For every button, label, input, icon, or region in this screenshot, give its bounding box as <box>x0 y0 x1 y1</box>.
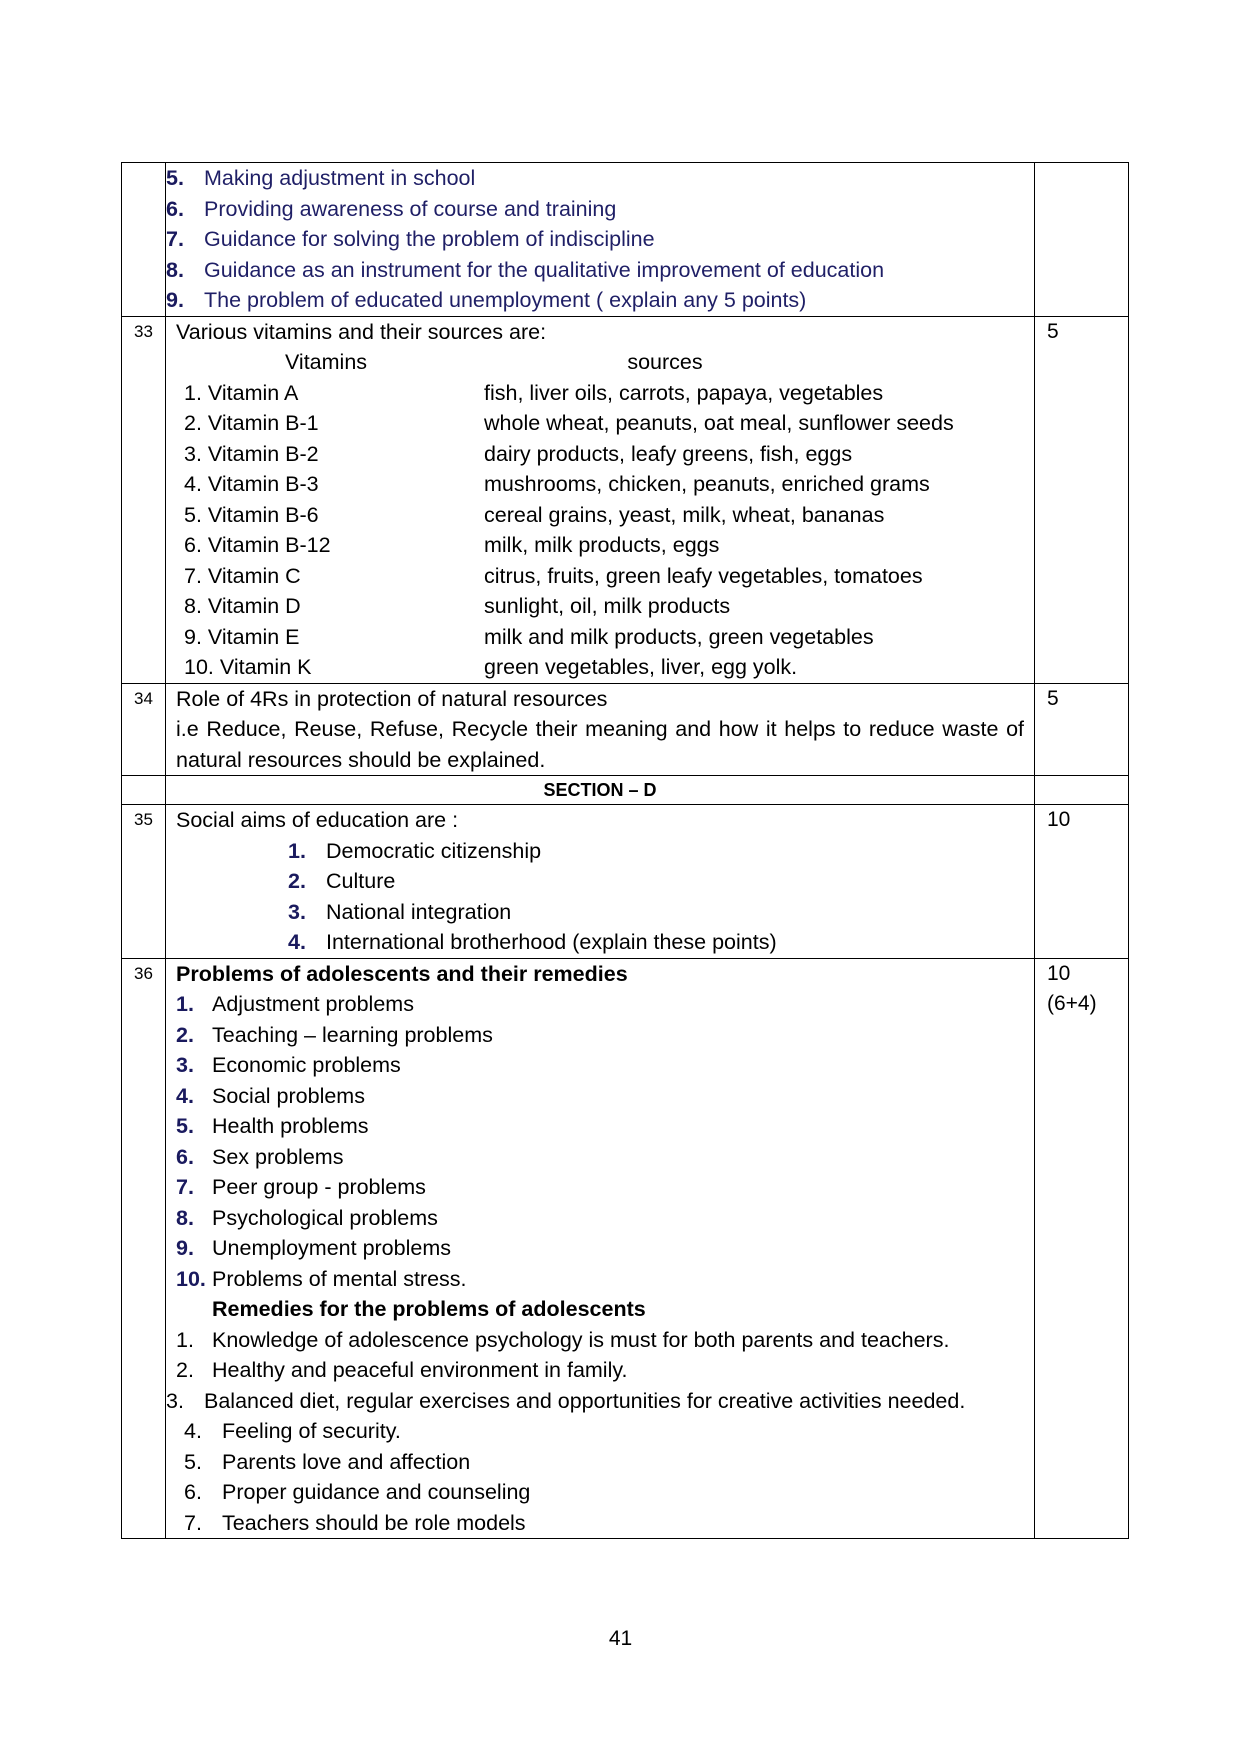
list-number: 6. <box>184 1480 202 1504</box>
vitamin-source: milk and milk products, green vegetables <box>484 624 874 649</box>
vitamin-row <box>176 378 1024 409</box>
list-item: Teaching – learning problems <box>212 1022 493 1047</box>
marks-cell: 10 <box>1035 805 1129 959</box>
answer-cell <box>166 316 1035 683</box>
list-item: International brotherhood (explain these points) <box>326 930 777 954</box>
answer-cell <box>166 163 1035 317</box>
list-item: Democratic citizenship <box>326 838 542 863</box>
list-number: 6. <box>176 1144 194 1169</box>
answer-cell <box>166 683 1035 776</box>
list-item: Sex problems <box>212 1144 344 1169</box>
answer-cell <box>166 958 1035 1539</box>
list-number: 8. <box>166 257 184 282</box>
vitamin-row <box>176 469 1024 500</box>
list-number: 3. <box>176 1053 194 1077</box>
question-number-cell: 35 <box>122 805 166 959</box>
question-number-cell: 33 <box>122 316 166 683</box>
list-number: 6. <box>166 196 184 221</box>
question-number-cell: 36 <box>122 958 166 1539</box>
list-item: Teachers should be role models <box>222 1510 526 1535</box>
vitamin-label: 2. Vitamin B-1 <box>184 411 319 435</box>
list-number: 5. <box>166 166 184 190</box>
answer-title: Social aims of education are : <box>176 808 459 832</box>
marks-cell <box>1035 776 1129 805</box>
list-number: 3. <box>288 899 306 924</box>
vitamin-label: 1. Vitamin A <box>184 380 299 405</box>
vitamin-source: citrus, fruits, green leafy vegetables, tomatoes <box>484 563 923 588</box>
vitamins-intro: Various vitamins and their sources are: <box>176 319 547 344</box>
vitamin-source: green vegetables, liver, egg yolk. <box>484 655 798 679</box>
list-item: Healthy and peaceful environment in family. <box>212 1358 628 1382</box>
list-item: Culture <box>326 869 396 893</box>
vitamin-label: 10. Vitamin K <box>184 655 312 679</box>
marking-scheme-table <box>121 162 1129 1539</box>
list-number: 7. <box>184 1510 202 1535</box>
list-item: Making adjustment in school <box>204 166 476 190</box>
list-item: Peer group - problems <box>212 1175 426 1199</box>
answer-title: Role of 4Rs in protection of natural resources <box>176 686 608 711</box>
table-row <box>122 163 1129 317</box>
vitamin-label: 9. Vitamin E <box>184 624 300 649</box>
list-number: 2. <box>176 1358 194 1382</box>
answer-cell <box>166 805 1035 959</box>
table-row <box>122 316 1129 683</box>
list-number: 9. <box>176 1236 194 1260</box>
vitamin-source: dairy products, leafy greens, fish, eggs <box>484 441 853 466</box>
question-number-cell <box>122 776 166 805</box>
list-number: 4. <box>184 1419 202 1443</box>
table-row <box>122 805 1129 959</box>
list-number: 4. <box>176 1083 194 1108</box>
list-item: Health problems <box>212 1114 369 1138</box>
list-item: Knowledge of adolescence psychology is must for both parents and teachers. <box>212 1327 950 1352</box>
page-number: 41 <box>608 1627 633 1650</box>
list-number: 1. <box>288 838 306 863</box>
marks-total: 10 <box>1047 961 1071 985</box>
list-item: Adjustment problems <box>212 992 414 1016</box>
list-number: 9. <box>166 288 184 312</box>
marks-cell <box>1035 163 1129 317</box>
vitamin-row <box>176 500 1024 531</box>
marks-cell <box>1035 958 1129 1539</box>
list-number: 4. <box>288 930 306 954</box>
vitamin-row <box>176 652 1024 683</box>
vitamin-label: 3. Vitamin B-2 <box>184 441 319 466</box>
list-number: 3. <box>166 1388 184 1413</box>
list-item: Feeling of security. <box>222 1419 401 1443</box>
table-row <box>122 683 1129 776</box>
vitamin-row <box>176 561 1024 592</box>
marks-split: (6+4) <box>1047 992 1097 1015</box>
question-number-cell <box>122 163 166 317</box>
vitamin-row <box>176 408 1024 439</box>
list-item: Psychological problems <box>212 1205 438 1230</box>
list-item: Providing awareness of course and training <box>204 196 617 221</box>
list-number: 7. <box>176 1175 194 1199</box>
list-number: 7. <box>166 227 184 251</box>
list-item: Social problems <box>212 1083 365 1108</box>
list-item: Guidance for solving the problem of indiscipline <box>204 227 655 251</box>
list-number: 5. <box>184 1449 202 1474</box>
vitamin-source: sunlight, oil, milk products <box>484 594 731 618</box>
vitamins-column-header: Vitamins <box>284 350 368 374</box>
list-number: 5. <box>176 1114 194 1138</box>
vitamin-label: 6. Vitamin B-12 <box>184 533 331 557</box>
vitamin-row <box>176 622 1024 653</box>
list-item: Balanced diet, regular exercises and opportunities for creative activities needed. <box>204 1388 966 1413</box>
list-item: Guidance as an instrument for the qualitative improvement of education <box>204 257 885 282</box>
table-row <box>122 776 1129 805</box>
list-number: 8. <box>176 1205 194 1230</box>
marks-cell: 5 <box>1035 316 1129 683</box>
list-number: 10. <box>176 1266 206 1291</box>
list-item: Parents love and affection <box>222 1449 471 1474</box>
list-item: Problems of mental stress. <box>212 1266 467 1291</box>
vitamin-source: fish, liver oils, carrots, papaya, vegetables <box>484 380 884 405</box>
list-number: 1. <box>176 1327 194 1352</box>
vitamin-source: milk, milk products, eggs <box>484 533 720 557</box>
list-item: Economic problems <box>212 1053 401 1077</box>
vitamin-source: mushrooms, chicken, peanuts, enriched grams <box>484 472 930 496</box>
vitamin-row <box>176 591 1024 622</box>
vitamin-label: 5. Vitamin B-6 <box>184 502 319 527</box>
question-number-cell: 34 <box>122 683 166 776</box>
answer-title: Problems of adolescents and their remedies <box>176 961 628 986</box>
vitamin-source: whole wheat, peanuts, oat meal, sunflower seeds <box>484 411 954 435</box>
vitamin-row <box>176 530 1024 561</box>
vitamin-source: cereal grains, yeast, milk, wheat, bananas <box>484 502 885 527</box>
list-item: The problem of educated unemployment ( explain any 5 points) <box>204 288 807 312</box>
list-item: National integration <box>326 899 512 924</box>
sources-column-header: sources <box>627 350 703 374</box>
vitamin-label: 8. Vitamin D <box>184 594 301 618</box>
vitamin-label: 7. Vitamin C <box>184 563 301 588</box>
table-row <box>122 958 1129 1539</box>
section-heading: SECTION – D <box>166 776 1035 805</box>
vitamin-label: 4. Vitamin B-3 <box>184 472 319 496</box>
vitamin-row <box>176 439 1024 470</box>
list-number: 2. <box>288 869 306 893</box>
answer-text: i.e Reduce, Reuse, Refuse, Recycle their meaning and how it helps to reduce waste of natural resources should be explained. <box>176 717 1024 772</box>
list-item: Proper guidance and counseling <box>222 1480 531 1504</box>
list-number: 1. <box>176 992 194 1016</box>
remedies-heading: Remedies for the problems of adolescents <box>212 1297 646 1321</box>
marks-cell: 5 <box>1035 683 1129 776</box>
list-number: 2. <box>176 1022 194 1047</box>
list-item: Unemployment problems <box>212 1236 451 1260</box>
